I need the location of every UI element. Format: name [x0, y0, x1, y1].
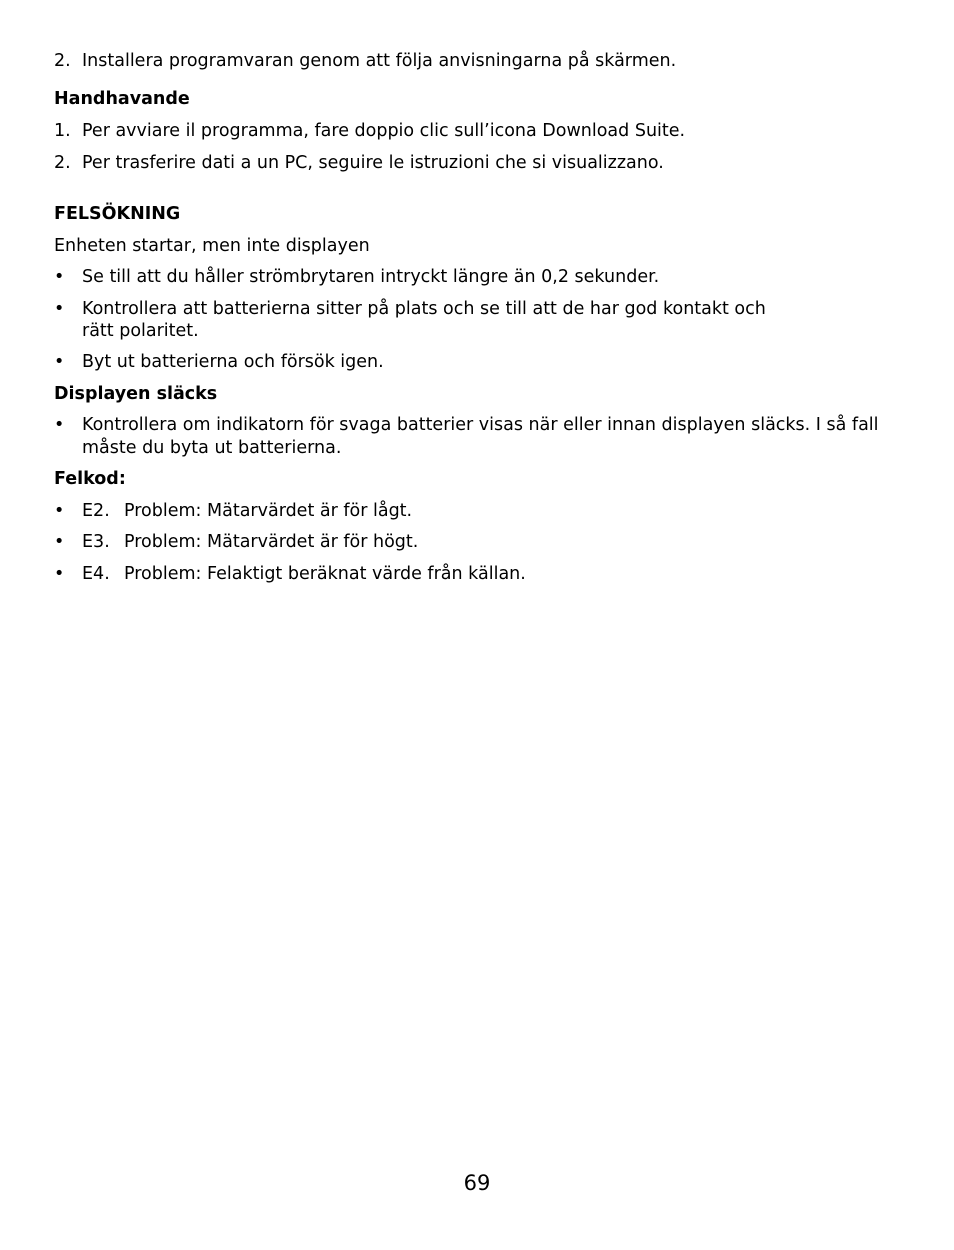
error-code: E2. — [82, 501, 110, 521]
item-text: Per avviare il programma, fare doppio clic sull’icona Download Suite. — [82, 121, 686, 141]
bullet-icon: • — [54, 267, 65, 287]
error-description: Problem: Mätarvärdet är för högt. — [124, 532, 419, 552]
item-text: Per trasferire dati a un PC, seguire le istruzioni che si visualizzano. — [82, 153, 664, 173]
bullet-icon: • — [54, 501, 65, 521]
bullet-text: Kontrollera om indikatorn för svaga batterier visas när eller innan displayen släcks. I så fall — [82, 415, 879, 435]
page-number: 69 — [463, 1171, 491, 1195]
bullet-text: Byt ut batterierna och försök igen. — [82, 352, 384, 372]
error-description: Problem: Mätarvärdet är för lågt. — [124, 501, 413, 521]
bullet-icon: • — [54, 564, 65, 584]
item-number: 1. — [54, 121, 71, 141]
error-code: E3. — [82, 532, 110, 552]
bullet-icon: • — [54, 352, 65, 372]
error-description: Problem: Felaktigt beräknat värde från källan. — [124, 564, 526, 584]
subheading-error-code: Felkod: — [54, 469, 126, 489]
subheading-display-turns-off: Displayen släcks — [54, 384, 218, 404]
subheading-display-not-starting: Enheten startar, men inte displayen — [54, 236, 370, 256]
bullet-text: Kontrollera att batterierna sitter på plats och se till att de har god kontakt och — [82, 299, 766, 319]
bullet-text: Se till att du håller strömbrytaren intryckt längre än 0,2 sekunder. — [82, 267, 660, 287]
error-code: E4. — [82, 564, 110, 584]
bullet-text: rätt polaritet. — [82, 321, 199, 341]
usage-heading: Handhavande — [54, 89, 190, 109]
bullet-icon: • — [54, 299, 65, 319]
troubleshooting-heading: FELSÖKNING — [54, 204, 181, 224]
bullet-text: måste du byta ut batterierna. — [82, 438, 342, 458]
bullet-icon: • — [54, 415, 65, 435]
item-number: 2. — [54, 153, 71, 173]
item-text: Installera programvaran genom att följa anvisningarna på skärmen. — [82, 51, 677, 71]
bullet-icon: • — [54, 532, 65, 552]
item-number: 2. — [54, 51, 71, 71]
